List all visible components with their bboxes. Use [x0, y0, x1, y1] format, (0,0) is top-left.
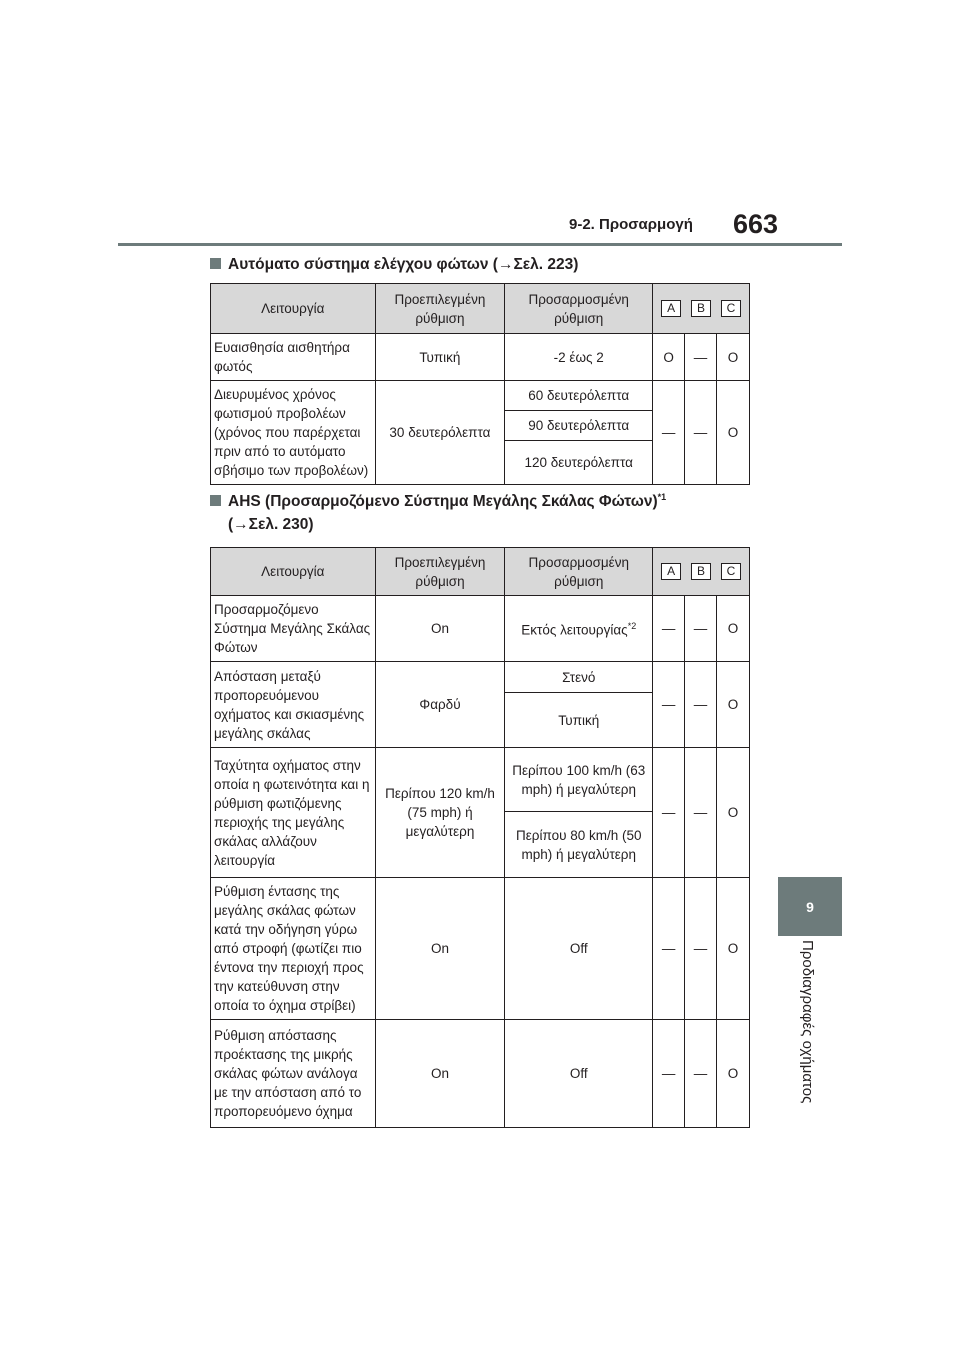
row-custom: -2 έως 2 [505, 334, 653, 381]
col-abc [653, 548, 750, 596]
row-c: O [717, 596, 750, 662]
table-header-row [211, 284, 750, 334]
row-c: O [717, 334, 750, 381]
col-c-label: C [721, 300, 741, 317]
footnote-marker: *2 [627, 621, 637, 632]
heading-text: AHS (Προσαρμοζόμενο Σύστημα Μεγάλης Σκάλας Φώτων) [228, 493, 658, 511]
table-header-row [211, 548, 750, 596]
row-function: Ρύθμιση έντασης της μεγάλης σκάλας φώτων κατά την οδήγηση γύρω από στροφή (φωτίζει πιο έντονα την περιοχή προς την κατεύθυνση στην οποία το όχημα στρίβει) [211, 878, 376, 1020]
chapter-label: Προδιαγραφές οχήματος [799, 940, 816, 1104]
row-custom-text: Εκτός λειτουργίας [521, 622, 628, 638]
col-c-label: C [721, 563, 741, 580]
row-function: Απόσταση μεταξύ προπορευόμενου οχήματος και σκιασμένης μεγάλης σκάλας [211, 662, 376, 748]
col-b-label: B [691, 563, 711, 580]
row-custom: 120 δευτερόλεπτα [505, 441, 653, 485]
table-row [211, 878, 750, 1020]
col-default: Προεπιλεγμένη ρύθμιση [375, 548, 505, 596]
row-a: — [653, 662, 685, 748]
col-b-label: B [691, 300, 711, 317]
row-custom: Περίπου 100 km/h (63 mph) ή μεγαλύτερη [505, 748, 653, 812]
row-default: On [375, 596, 505, 662]
row-a: — [653, 1020, 685, 1128]
row-custom [505, 596, 653, 662]
col-function: Λειτουργία [211, 284, 376, 334]
bullet-square-icon [210, 258, 221, 269]
row-a: O [653, 334, 685, 381]
col-default: Προεπιλεγμένη ρύθμιση [375, 284, 505, 334]
row-default: 30 δευτερόλεπτα [375, 381, 505, 485]
row-custom: Στενό [505, 662, 653, 693]
row-a: — [653, 878, 685, 1020]
row-default: Περίπου 120 km/h (75 mph) ή μεγαλύτερη [375, 748, 505, 878]
row-b: — [685, 334, 717, 381]
ahs-table [210, 547, 750, 1128]
section-heading-ahs-ref: (→Σελ. 230) [228, 516, 314, 533]
section-heading-auto-light [210, 256, 578, 274]
row-function: Ταχύτητα οχήματος στην οποία η φωτεινότητα και η ρύθμιση φωτιζόμενης περιοχής της μεγάλης σκάλας αλλάζουν λειτουργία [211, 748, 376, 878]
col-custom: Προσαρμοσμένη ρύθμιση [505, 548, 653, 596]
row-c: O [717, 878, 750, 1020]
row-default: On [375, 878, 505, 1020]
row-custom: 90 δευτερόλεπτα [505, 411, 653, 441]
table-row [211, 662, 750, 693]
row-b: — [685, 748, 717, 878]
row-c: O [717, 381, 750, 485]
row-a: — [653, 381, 685, 485]
row-a: — [653, 748, 685, 878]
row-function: Ρύθμιση απόστασης προέκτασης της μικρής σκάλας φώτων ανάλογα με την απόσταση από το προπορευόμενο όχημα [211, 1020, 376, 1128]
table-row [211, 748, 750, 812]
row-c: O [717, 662, 750, 748]
page-number: 663 [733, 209, 779, 239]
row-b: — [685, 596, 717, 662]
table-row [211, 1020, 750, 1128]
heading-text: Αυτόματο σύστημα ελέγχου φώτων (→Σελ. 223) [228, 256, 579, 273]
row-custom: 60 δευτερόλεπτα [505, 381, 653, 411]
chapter-tab [778, 877, 842, 936]
row-function: Προσαρμοζόμενο Σύστημα Μεγάλης Σκάλας Φώτων [211, 596, 376, 662]
row-function: Διευρυμένος χρόνος φωτισμού προβολέων (χρόνος που παρέρχεται πριν από το αυτόματο σβήσιμο των προβολέων) [211, 381, 376, 485]
section-header: 9-2. Προσαρμογή [569, 216, 693, 233]
chapter-number: 9 [806, 898, 814, 915]
row-c: O [717, 748, 750, 878]
row-a: — [653, 596, 685, 662]
table-row [211, 334, 750, 381]
row-b: — [685, 1020, 717, 1128]
row-custom: Περίπου 80 km/h (50 mph) ή μεγαλύτερη [505, 812, 653, 878]
table-row [211, 381, 750, 411]
section-heading-ahs [210, 492, 666, 511]
row-custom: Off [505, 1020, 653, 1128]
row-b: — [685, 878, 717, 1020]
row-default: On [375, 1020, 505, 1128]
row-default: Τυπική [375, 334, 505, 381]
col-abc [653, 284, 750, 334]
row-b: — [685, 662, 717, 748]
footnote-marker: *1 [657, 492, 667, 502]
table-row [211, 596, 750, 662]
row-c: O [717, 1020, 750, 1128]
col-a-label: A [661, 300, 681, 317]
row-custom: Τυπική [505, 693, 653, 748]
row-custom: Off [505, 878, 653, 1020]
row-function: Ευαισθησία αισθητήρα φωτός [211, 334, 376, 381]
bullet-square-icon [210, 495, 221, 506]
header-rule [118, 243, 842, 246]
auto-light-table [210, 283, 750, 485]
col-a-label: A [661, 563, 681, 580]
row-default: Φαρδύ [375, 662, 505, 748]
row-b: — [685, 381, 717, 485]
col-function: Λειτουργία [211, 548, 376, 596]
col-custom: Προσαρμοσμένη ρύθμιση [505, 284, 653, 334]
